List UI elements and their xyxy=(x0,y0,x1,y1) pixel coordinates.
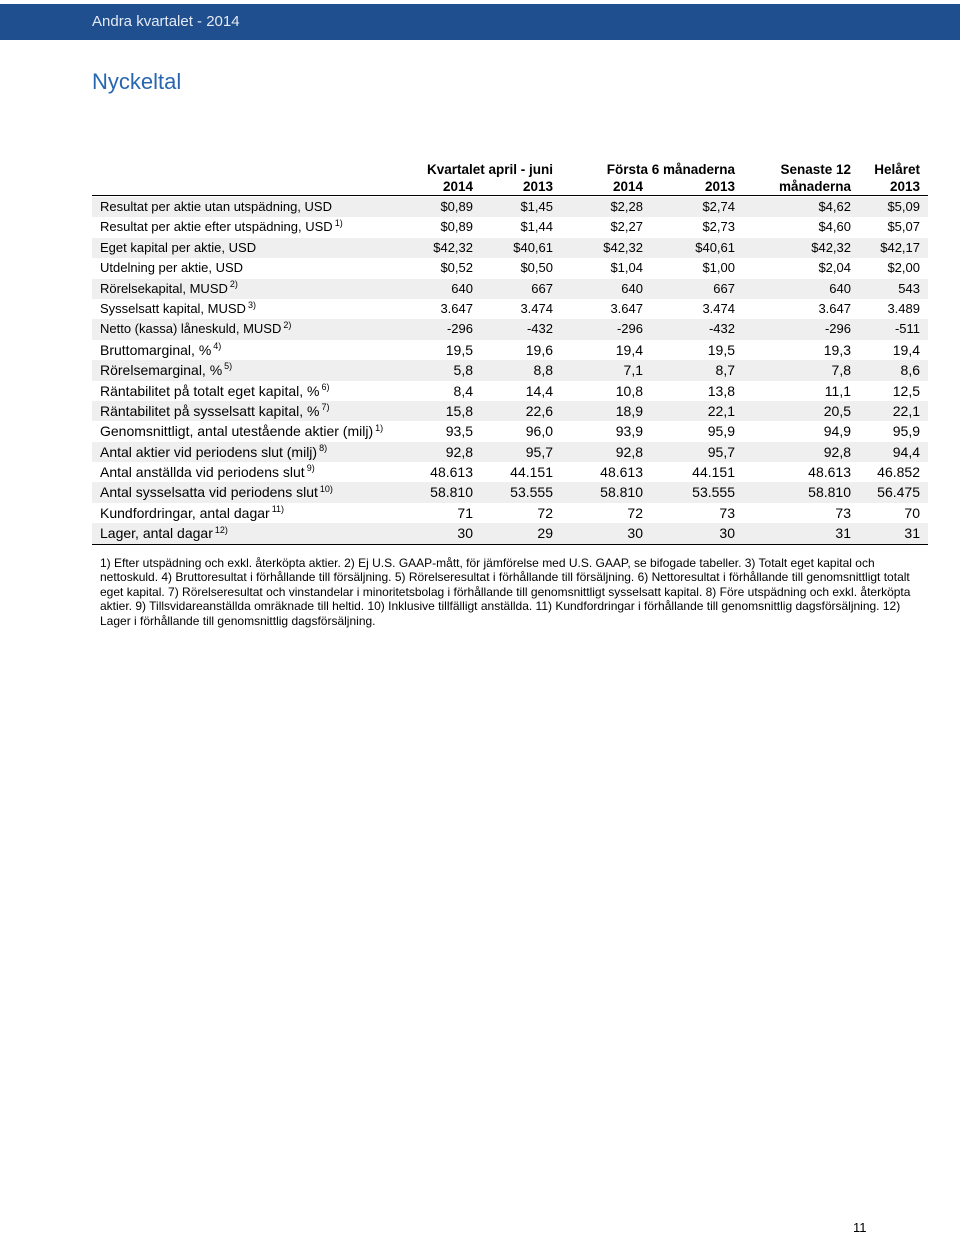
table-cell: -296 xyxy=(824,321,851,337)
table-cell: 94,4 xyxy=(892,443,920,460)
column-group-quarter: Kvartalet april - juni xyxy=(426,162,553,177)
table-row xyxy=(92,319,928,339)
table-row xyxy=(92,279,928,299)
table-cell: 22,6 xyxy=(525,402,553,419)
row-label: Netto (kassa) låneskuld, MUSD $^{2)}$ xyxy=(100,320,292,337)
table-cell: 29 xyxy=(537,525,553,542)
table-cell: 94,9 xyxy=(823,423,851,440)
column-header-h1-2013: 2013 xyxy=(704,179,735,194)
table-cell: 640 xyxy=(621,280,643,296)
table-cell: 3.647 xyxy=(818,300,851,316)
table-cell: 15,8 xyxy=(445,402,473,419)
table-cell: 667 xyxy=(531,280,553,296)
column-group-full-year: Helåret xyxy=(874,162,920,177)
table-cell: 48.613 xyxy=(430,464,473,481)
footnote-ref: 3) xyxy=(247,299,256,310)
table-header xyxy=(92,160,928,196)
table-cell: 7,8 xyxy=(831,362,851,379)
table-cell: 640 xyxy=(829,280,851,296)
footnote-ref: 11) xyxy=(271,504,285,515)
table-row xyxy=(92,238,928,258)
table-row xyxy=(92,462,928,482)
table-cell: 22,1 xyxy=(892,402,920,419)
table-cell: 10,8 xyxy=(615,382,643,399)
row-label: Rörelsekapital, MUSD $^{2)}$ xyxy=(100,279,238,296)
table-cell: -296 xyxy=(446,321,473,337)
table-cell: 13,8 xyxy=(707,382,735,399)
footnote-ref: 1) xyxy=(375,422,384,433)
table-row xyxy=(92,401,928,421)
column-header-last-12: månaderna xyxy=(778,179,851,194)
table-cell: 3.474 xyxy=(520,300,553,316)
column-header-q2-2014: 2014 xyxy=(442,179,473,194)
table-cell: 93,9 xyxy=(615,423,643,440)
table-cell: -432 xyxy=(526,321,553,337)
row-label: Eget kapital per aktie, USD xyxy=(100,239,257,255)
table-cell: 96,0 xyxy=(525,423,553,440)
table-cell: $2,73 xyxy=(702,219,735,235)
table-cell: 12,5 xyxy=(892,382,920,399)
table-cell: 8,8 xyxy=(533,362,553,379)
footnote-ref: 8) xyxy=(319,443,328,454)
table-row xyxy=(92,217,928,237)
table-cell: 19,4 xyxy=(892,341,920,358)
table-cell: 18,9 xyxy=(615,402,643,419)
table-cell: 8,6 xyxy=(900,362,920,379)
table-row xyxy=(92,421,928,441)
table-cell: 5,8 xyxy=(453,362,473,379)
table-cell: 19,5 xyxy=(707,341,735,358)
table-cell: 7,1 xyxy=(623,362,643,379)
table-cell: 58.810 xyxy=(808,484,851,501)
table-cell: 92,8 xyxy=(615,443,643,460)
footnote-ref: 2) xyxy=(283,320,292,331)
footnote-ref: 12) xyxy=(214,524,228,535)
table-cell: 640 xyxy=(451,280,473,296)
row-label: Bruttomarginal, % $^{4)}$ xyxy=(100,341,222,358)
table-cell: 48.613 xyxy=(600,464,643,481)
table-cell: $0,89 xyxy=(440,219,473,235)
table-cell: 73 xyxy=(719,504,735,521)
table-cell: 19,3 xyxy=(823,341,851,358)
table-cell: $0,89 xyxy=(440,199,473,214)
table-row xyxy=(92,442,928,462)
table-row xyxy=(92,381,928,401)
table-cell: 22,1 xyxy=(707,402,735,419)
table-cell: 20,5 xyxy=(823,402,851,419)
table-cell: 53.555 xyxy=(692,484,735,501)
table-cell: $40,61 xyxy=(513,239,553,255)
table-row xyxy=(92,360,928,380)
table-cell: 44.151 xyxy=(692,464,735,481)
column-header-full-year-2013: 2013 xyxy=(889,179,920,194)
footnote-ref: 9) xyxy=(306,463,315,474)
report-period-title: Andra kvartalet - 2014 xyxy=(92,13,240,30)
column-group-six-months: Första 6 månaderna xyxy=(606,162,735,177)
table-row xyxy=(92,197,928,217)
column-header-q2-2013: 2013 xyxy=(522,179,553,194)
table-cell: 11,1 xyxy=(824,382,851,399)
table-cell: $5,09 xyxy=(887,199,920,214)
table-cell: 58.810 xyxy=(430,484,473,501)
table-cell: 93,5 xyxy=(445,423,473,440)
table-cell: 53.555 xyxy=(510,484,553,501)
table-cell: 72 xyxy=(537,504,553,521)
table-cell: 46.852 xyxy=(877,464,920,481)
table-cell: $1,44 xyxy=(520,219,553,235)
row-label: Genomsnittligt, antal utestående aktier (milj) $^{1)}$ xyxy=(100,422,384,440)
table-cell: $2,74 xyxy=(702,199,735,214)
footnote-ref: 2) xyxy=(229,279,238,290)
footnote-ref: 4) xyxy=(213,341,222,352)
table-cell: 95,7 xyxy=(525,443,553,460)
table-cell: 3.647 xyxy=(610,300,643,316)
table-cell: $1,00 xyxy=(702,260,735,276)
table-cell: $4,60 xyxy=(818,219,851,235)
table-cell: -432 xyxy=(708,321,735,337)
table-cell: 8,4 xyxy=(453,382,473,399)
table-cell: $2,27 xyxy=(610,219,643,235)
row-label: Rörelsemarginal, % $^{5)}$ xyxy=(100,361,233,379)
key-figures-table xyxy=(92,160,928,545)
table-cell: 8,7 xyxy=(715,362,735,379)
footnote-ref: 6) xyxy=(321,381,330,392)
table-cell: $2,04 xyxy=(818,260,851,276)
column-header-h1-2014: 2014 xyxy=(612,179,643,194)
table-cell: $1,45 xyxy=(520,199,553,214)
footnote-ref: 10) xyxy=(319,483,333,494)
table-cell: 31 xyxy=(835,525,851,542)
table-cell: $42,32 xyxy=(811,239,851,255)
table-cell: $42,32 xyxy=(433,239,473,255)
table-row xyxy=(92,523,928,543)
table-cell: 19,6 xyxy=(525,341,553,358)
table-cell: $42,17 xyxy=(880,239,920,255)
table-cell: 30 xyxy=(627,525,643,542)
page-title: Nyckeltal xyxy=(92,69,182,94)
table-row xyxy=(92,482,928,502)
table-cell: -511 xyxy=(894,321,920,337)
table-cell: $40,61 xyxy=(695,239,735,255)
table-cell: 31 xyxy=(904,525,920,542)
table-cell: 3.474 xyxy=(702,300,735,316)
footnotes: 1) Efter utspädning och exkl. återköpta aktier. 2) Ej U.S. GAAP-mått, för jämförelse med U.S. GAAP, se bifogade tabeller. 3) Totalt eget kapital och nettoskuld. 4) Bruttoresultat i förhållande till försäljning. 5) Rörelseresultat i förhållande till försäljning. 6) Nettoresultat i förhållande till genomsnittligt totalt eget kapital. 7) Rörelseresultat och vinstandelar i minoritetsbolag i förhållande till genomsnittligt sysselsatt kapital. 8) Före utspädning och exkl. återköpta aktier. 9) Tillsvidareanställda omräknade till heltid. 10) Inklusive tillfälligt anställda. 11) Kundfordringar i förhållande till genomsnittlig dagsförsäljning. 12) Lager i förhållande till genomsnittlig dagsförsäljning. xyxy=(100,556,911,628)
page-number: 11 xyxy=(853,1220,867,1235)
row-label: Antal aktier vid periodens slut (milj) $^{8)}$ xyxy=(100,443,328,460)
table-cell: 71 xyxy=(457,504,473,521)
table-cell: -296 xyxy=(616,321,643,337)
row-label: Antal anställda vid periodens slut $^{9)}$ xyxy=(100,463,315,481)
table-row xyxy=(92,340,928,360)
row-label: Resultat per aktie utan utspädning, USD xyxy=(100,199,332,214)
table-cell: 30 xyxy=(719,525,735,542)
table-cell: 44.151 xyxy=(510,464,553,481)
row-label: Lager, antal dagar $^{12)}$ xyxy=(100,524,228,542)
footnote-ref: 1) xyxy=(334,218,343,229)
table-cell: 19,5 xyxy=(445,341,473,358)
table-cell: $2,00 xyxy=(887,260,920,276)
table-cell: 92,8 xyxy=(445,443,473,460)
row-label: Sysselsatt kapital, MUSD $^{3)}$ xyxy=(100,299,256,316)
row-label: Antal sysselsatta vid periodens slut $^{10)}$ xyxy=(100,483,333,501)
table-row xyxy=(92,299,928,319)
table-cell: 19,4 xyxy=(615,341,643,358)
table-cell: 3.489 xyxy=(887,300,920,316)
row-label: Kundfordringar, antal dagar $^{11)}$ xyxy=(100,504,285,521)
table-cell: 95,9 xyxy=(707,423,735,440)
row-label: Utdelning per aktie, USD xyxy=(100,260,244,276)
table-cell: 95,9 xyxy=(892,423,920,440)
footnote-ref: 7) xyxy=(321,402,330,413)
footnote-ref: 5) xyxy=(224,361,233,372)
table-cell: $0,52 xyxy=(440,260,473,276)
table-cell: 667 xyxy=(713,280,735,296)
row-label: Resultat per aktie efter utspädning, USD $^{1)}$ xyxy=(100,218,343,235)
table-cell: 73 xyxy=(835,504,851,521)
column-group-last-12: Senaste 12 xyxy=(780,162,851,177)
table-cell: 72 xyxy=(627,504,643,521)
table-cell: 3.647 xyxy=(440,300,473,316)
table-row xyxy=(92,503,928,523)
table-cell: 14,4 xyxy=(525,382,553,399)
table-cell: $2,28 xyxy=(610,199,643,214)
table-row xyxy=(92,258,928,278)
report-header-bar xyxy=(0,4,960,40)
table-cell: $42,32 xyxy=(603,239,643,255)
table-cell: 70 xyxy=(904,504,920,521)
table-cell: 95,7 xyxy=(707,443,735,460)
table-body xyxy=(92,197,928,545)
table-cell: 48.613 xyxy=(808,464,851,481)
table-cell: $1,04 xyxy=(610,260,643,276)
table-cell: $4,62 xyxy=(818,199,851,214)
table-cell: 56.475 xyxy=(877,484,920,501)
table-cell: $5,07 xyxy=(887,219,920,235)
table-cell: 543 xyxy=(898,280,920,296)
row-label: Räntabilitet på totalt eget kapital, % $^{6)}$ xyxy=(100,381,330,399)
table-cell: 30 xyxy=(457,525,473,542)
table-cell: 58.810 xyxy=(600,484,643,501)
table-cell: $0,50 xyxy=(520,260,553,276)
table-cell: 92,8 xyxy=(823,443,851,460)
row-label: Räntabilitet på sysselsatt kapital, % $^{7)}$ xyxy=(100,402,330,419)
